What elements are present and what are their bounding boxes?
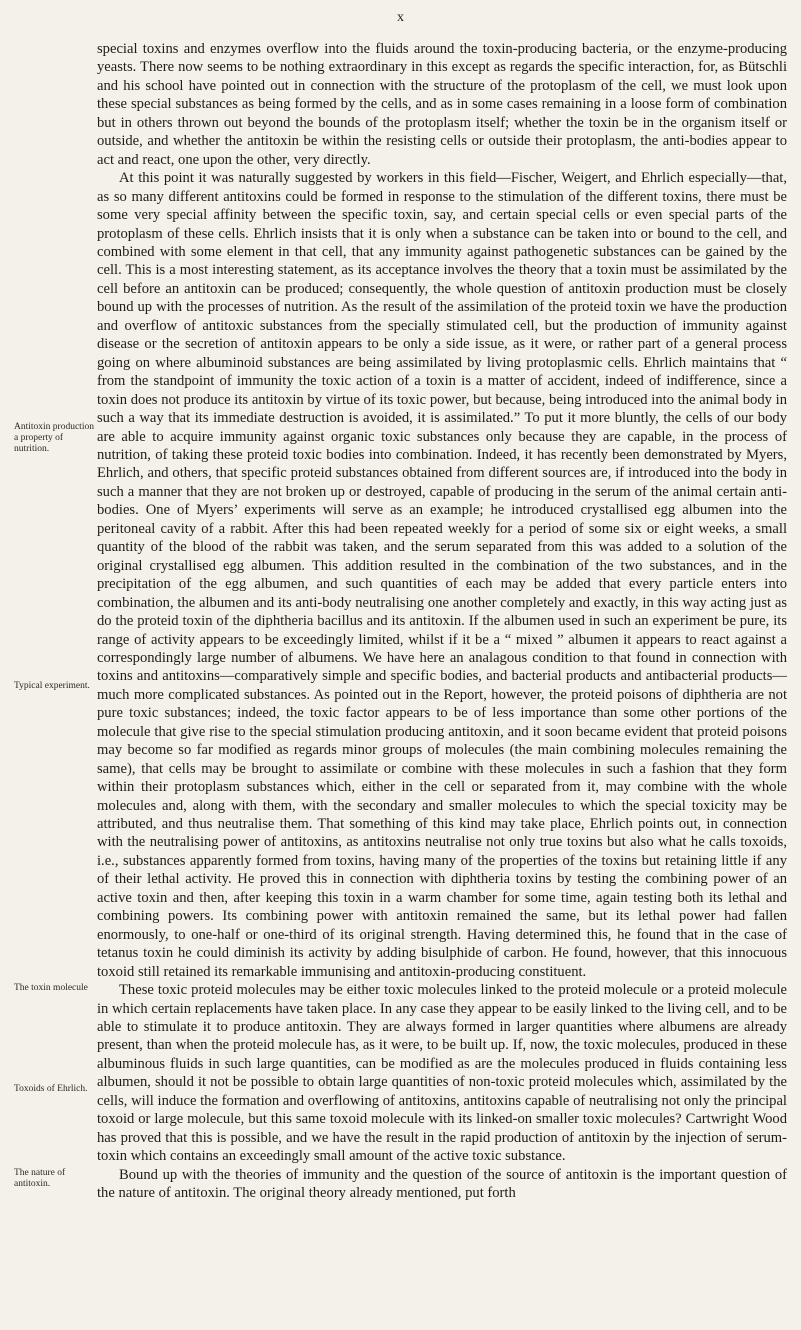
page-folio: x bbox=[397, 10, 404, 25]
margin-note-toxoids-of-ehrlich: Toxoids of Ehrlich. bbox=[14, 1084, 88, 1094]
margin-note-nature-of-antitoxin: The nature of antitoxin. bbox=[14, 1168, 66, 1189]
paragraph-4: Bound up with the theories of immunity and the question of the source of antitoxin is the important question of the nature of antitoxin. The original theory already mentioned, put forth bbox=[97, 1166, 787, 1202]
paragraph-1: special toxins and enzymes overflow into the fluids around the toxin-producing bacteria, or the enzyme-producing yeasts. There now seems to be nothing extraordinary in this except as regards the specific interaction, for, as Bütschli and his school have pointed out in connection with the structure of the protoplasm of the cell, we must look upon these special substances as being formed by the cells, and as in some cases remaining in a loose form of combination but in others thrown out beyond the bounds of the protoplasm itself; whether the toxin be in the organism itself or outside, and whether the antitoxin be within the resisting cells or outside their protoplasm, the anti-bodies appear to act and react, one upon the other, very directly. bbox=[97, 41, 787, 168]
body-text bbox=[97, 40, 787, 1203]
margin-note-toxin-molecule: The toxin molecule bbox=[14, 983, 88, 993]
margin-note-typical-experiment: Typical experiment. bbox=[14, 681, 90, 691]
paragraph-2: At this point it was naturally suggested by workers in this field—Fischer, Weigert, and Ehrlich especially—that, as so many different antitoxins could be formed in response to the stimulation of the different toxins, there must be some very special affinity between the specific toxin, say, and certain special cells or even special parts of the protoplasm of these cells. Ehrlich insists that it is only when a substance can be taken into or bound to the cell, and combined with some element in that cell, that any immunity against pathogenetic substances can be gained by the cell. This is a most interesting statement, as its acceptance involves the theory that a toxin must be assimilated by the cell before an antitoxin can be produced; consequently, the whole question of antitoxin production must be closely bound up with the processes of nutrition. As the result of the assimilation of the proteid toxin we have the production and overflow of antitoxic substances from the specially stimulated cell, but the production of immunity against disease or the secretion of antitoxin appears to be only a side issue, as it were, or rather part of a general process going on where albuminoid substances are being assimilated by living protoplasmic cells. Ehrlich maintains that “ from the standpoint of immunity the toxic action of a toxin is a matter of accident, indeed of indifference, since a toxin does not produce its antitoxin by virtue of its toxic power, but because, being introduced into the animal body in such a way that its immediate destruction is avoided, it is assimilated.” To put it more bluntly, the cells of our body are able to acquire immunity against organic toxic substances only because they are capable, in the process of nutrition, of taking these proteid toxic bodies into combination. Indeed, it has recently been demonstrated by Myers, Ehrlich, and others, that specific proteid substances obtained from different sources are, if introduced into the body in such a manner that they are not broken up or destroyed, capable of producing in the serum of the animal certain anti-bodies. One of Myers’ experiments will serve as an example; he introduced crystallised egg albumen into the peritoneal cavity of a rabbit. After this had been repeated weekly for a period of some six or eight weeks, a small quantity of the blood of the rabbit was taken, and the serum separated from this was added to a solution of the original crystallised egg albumen. This addition resulted in the combination of the two substances, and in the precipitation of the egg albumen, and such quantities of each may be added that every particle enters into combination, the albumen and its anti-body neutralising one another completely and exactly, in this way acting just as do the proteid toxin of the diphtheria bacillus and its antitoxin. If the albumen used in such an experiment be pure, its range of activity appears to be exceedingly limited, whilst if it be a “ mixed ” albumen it appears to react against a correspondingly large number of albumens. We have here an analagous condition to that found in connection with toxins and antitoxins—comparatively simple and specific bodies, and bacterial products and antibacterial products—much more complicated substances. As pointed out in the Report, however, the proteid poisons of diphtheria are not pure toxic substances; indeed, the toxic factor appears to be of less importance than some other portions of the molecule that give rise to the special stimulation producing antitoxin, and it soon became evident that proteid poisons may become so far modified as regards minor groups of molecules (the main combining molecules remaining the same), that cells may be brought to assimilate or combine with these molecules in such a fashion that they form within their protoplasm substances which, either in the cell or separated from it, may combine with the whole molecules and, along with them, with the secondary and smaller molecules to which the special toxicity may be attributed, and thus neutralise them. That something of this kind may take place, Ehrlich points out, in connection with the neutralising power of antitoxins, as antitoxins neutralise not only true toxins but also what he calls toxoids, i.e., substances apparently formed from toxins, having many of the properties of the toxins but retaining little if any of their lethal activity. He proved this in connection with diphtheria toxins by testing the combining power of an active toxin and then, after keeping this toxin in a warm chamber for some time, again testing both its lethal and combining powers. Its combining power with antitoxin remained the same, but its lethal power had fallen enormously, to one-half or one-third of its original strength. Having determined this, he found that in the case of tetanus toxin he could diminish its activity by adding bisulphide of carbon. He found, however, that this innocuous toxoid still retained its remarkable immunising and antitoxin-producing constituent. bbox=[97, 170, 787, 980]
paragraph-3: These toxic proteid molecules may be either toxic molecules linked to the proteid molecule or a proteid molecule in which certain replacements have taken place. In any case they appear to be easily linked to the living cell, and to be able to stimulate it to produce antitoxin. They are always formed in larger quantities where albumens are already present, than when the proteid molecule has, as it were, to be built up. If, now, the toxic molecules, produced in these albuminous fluids in such large quantities, can be modified as are the molecules produced in fluids containing less albumen, should it not be possible to obtain large quantities of non-toxic proteid molecules which, assimilated by the cells, will induce the formation and overflowing of antitoxins, antitoxins capable of neutralising not only the principal toxoid or large molecule, but this same toxoid molecule with its linked-on smaller toxic molecules? Cartwright Wood has proved that this is possible, and we have the result in the rapid production of antitoxin by the injection of serum-toxin which contains an exceedingly small amount of the active toxic substance. bbox=[97, 982, 787, 1165]
margin-note-antitoxin-production: Antitoxin production a property of nutrition. bbox=[14, 422, 94, 454]
